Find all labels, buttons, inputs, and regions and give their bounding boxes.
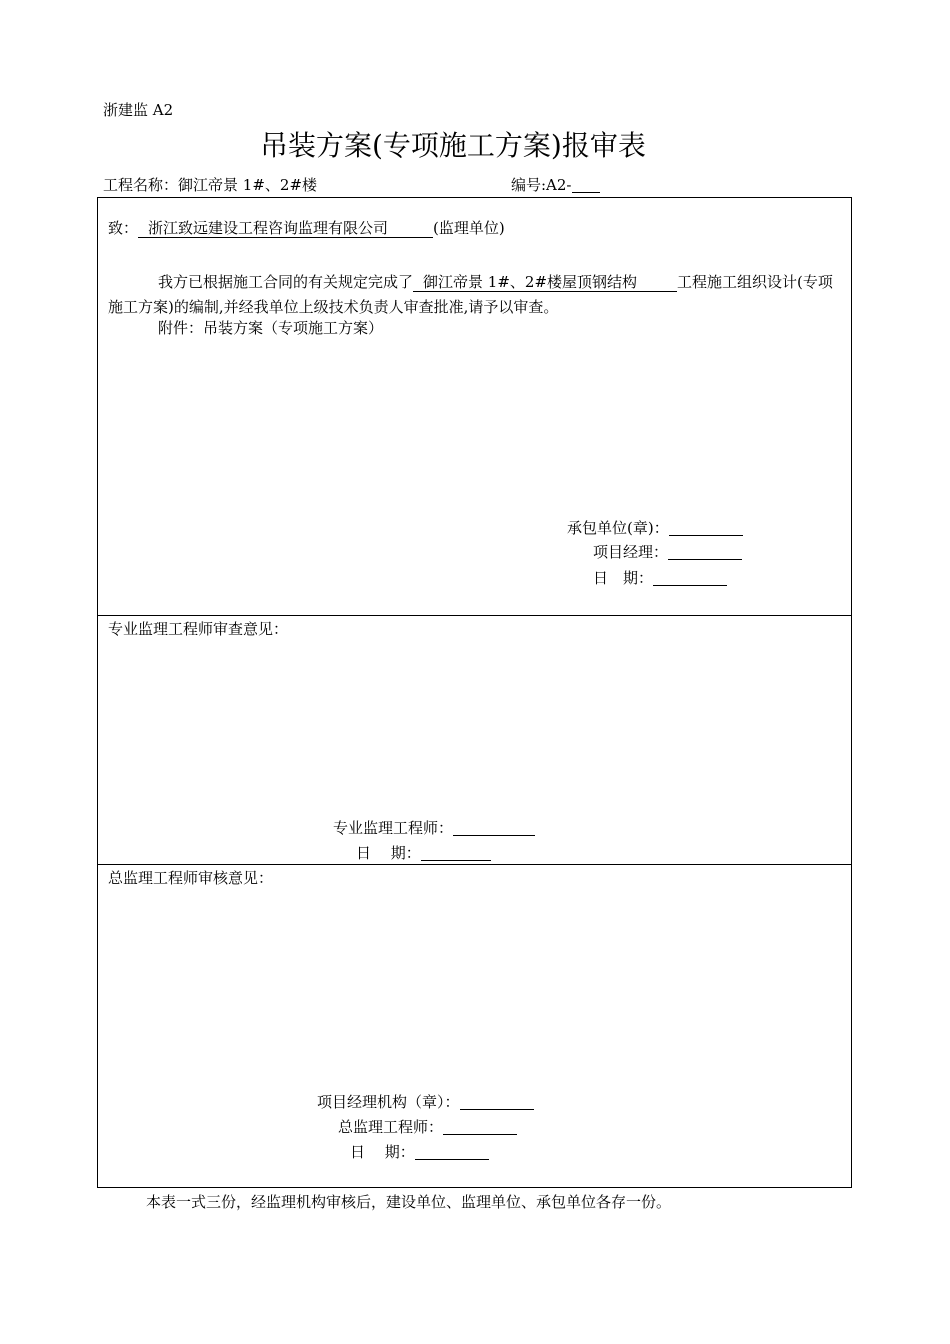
contractor-signature-blank[interactable] [669,521,743,536]
body-project: 御江帝景 1#、2#楼屋顶钢结构 [413,275,677,292]
section-divider-1 [97,615,852,616]
submission-paragraph [108,270,846,320]
chief-engineer-row [338,1120,517,1135]
chief-date-label: 日 期： [350,1143,415,1161]
project-name-value: 御江帝景 1#、2#楼 [178,176,318,194]
form-code: 浙建监 A2 [103,101,174,119]
manager-row [593,545,742,560]
form-table [97,197,852,1188]
addressee-row [108,221,505,238]
form-number-blank[interactable] [572,178,600,193]
body-prefix: 我方已根据施工合同的有关规定完成了 [158,273,414,291]
contractor-label: 承包单位(章)： [567,519,669,537]
form-number-label: 编号:A2- [511,176,572,194]
chief-engineer-blank[interactable] [443,1120,517,1135]
contractor-date-row [593,571,727,586]
org-seal-row [317,1095,534,1110]
org-seal-blank[interactable] [460,1095,534,1110]
footer-note: 本表一式三份，经监理机构审核后，建设单位、监理单位、承包单位各存一份。 [146,1193,672,1211]
specialist-date-label: 日 期： [356,844,421,862]
manager-label: 项目经理： [593,543,669,561]
contractor-date-label: 日 期： [593,569,654,587]
addressee-label: 致： [108,219,139,237]
project-name-row [103,178,317,193]
specialist-engineer-label: 专业监理工程师： [333,819,454,837]
project-name-label: 工程名称： [103,176,179,194]
section-divider-2 [97,864,852,865]
manager-signature-blank[interactable] [668,545,742,560]
chief-date-blank[interactable] [415,1145,489,1160]
contractor-row [567,521,743,536]
body-suffix: 工程施工组织设计(专项施工方案)的编制,并经我单位上级技术负责人审查批准,请予以审查。 [108,273,833,316]
chief-review-heading: 总监理工程师审核意见： [108,869,274,887]
specialist-engineer-row [333,821,535,836]
specialist-engineer-blank[interactable] [453,821,535,836]
specialist-date-blank[interactable] [421,846,491,861]
addressee-suffix: (监理单位) [433,219,505,237]
specialist-date-row [356,846,491,861]
form-title: 吊装方案(专项施工方案)报审表 [260,129,646,162]
chief-date-row [350,1145,489,1160]
attachment-line: 附件：吊装方案（专项施工方案） [158,319,384,337]
form-number [511,178,600,193]
specialist-review-heading: 专业监理工程师审查意见： [108,620,289,638]
chief-engineer-label: 总监理工程师： [338,1118,444,1136]
addressee-unit: 浙江致远建设工程咨询监理有限公司 [138,221,433,238]
org-seal-label: 项目经理机构（章）： [317,1093,460,1111]
contractor-date-blank[interactable] [653,571,727,586]
